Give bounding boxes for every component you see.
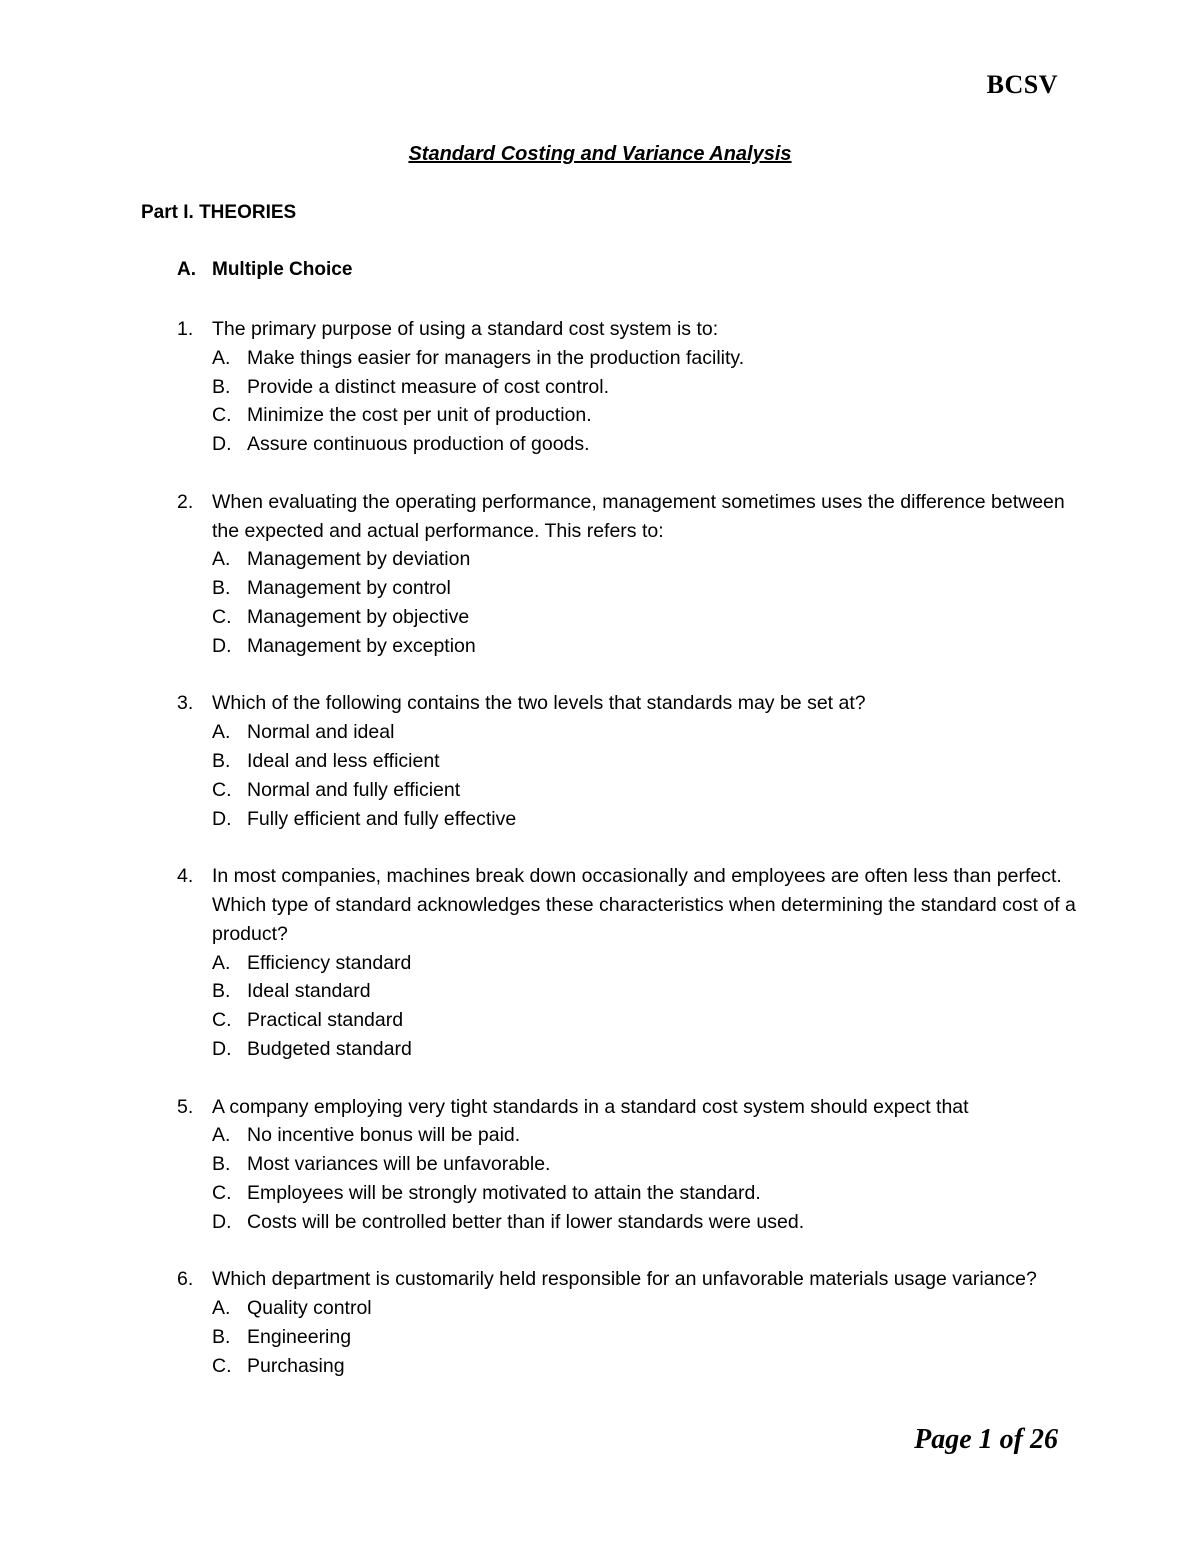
section-heading [177, 259, 352, 281]
option-letter: A. [212, 1297, 231, 1320]
option-letter: C. [212, 1354, 232, 1377]
option-c [212, 1179, 1077, 1208]
option-b [212, 1150, 1077, 1179]
option-text: Management by deviation [247, 548, 471, 571]
option-d [212, 1035, 1077, 1064]
option-letter: A. [212, 721, 231, 744]
option-letter: C. [212, 1009, 232, 1032]
option-text: Make things easier for managers in the production facility. [247, 346, 745, 369]
option-text: Minimize the cost per unit of production. [247, 404, 592, 427]
question-list [177, 315, 1077, 1409]
option-letter: D. [212, 807, 232, 830]
option-letter: C. [212, 778, 232, 801]
option-d [212, 430, 1077, 459]
option-b [212, 747, 1077, 776]
option-a [212, 718, 1077, 747]
option-a [212, 545, 1077, 574]
option-letter: D. [212, 433, 232, 456]
option-text: Practical standard [247, 1009, 404, 1032]
option-c [212, 1352, 1077, 1381]
option-letter: B. [212, 980, 231, 1003]
option-text: Provide a distinct measure of cost control. [247, 375, 609, 398]
option-c [212, 1006, 1077, 1035]
option-letter: A. [212, 951, 231, 974]
option-letter: D. [212, 634, 232, 657]
option-d [212, 1208, 1077, 1237]
question-5 [177, 1093, 1077, 1237]
option-text: Management by control [247, 577, 451, 600]
option-letter: B. [212, 1153, 231, 1176]
option-text: Purchasing [247, 1354, 345, 1377]
option-list [177, 1121, 1077, 1236]
question-6 [177, 1265, 1077, 1380]
option-b [212, 1323, 1077, 1352]
option-b [212, 373, 1077, 402]
question-4 [177, 862, 1077, 1064]
option-text: Normal and ideal [247, 721, 395, 744]
option-text: Efficiency standard [247, 951, 412, 974]
question-number: 2. [177, 490, 194, 513]
question-number: 6. [177, 1268, 194, 1291]
question-number: 3. [177, 692, 194, 715]
option-list [177, 1294, 1077, 1380]
option-a [212, 949, 1077, 978]
option-text: Assure continuous production of goods. [247, 433, 590, 456]
option-list [177, 949, 1077, 1064]
section-letter: A. [177, 259, 196, 280]
question-1 [177, 315, 1077, 459]
option-a [212, 344, 1077, 373]
document-title: Standard Costing and Variance Analysis [408, 143, 792, 165]
question-text: When evaluating the operating performance, management sometimes uses the difference between the expected and actual performance. This refers to: [212, 490, 1065, 542]
question-text: In most companies, machines break down occasionally and employees are often less than perfect. Which type of standard acknowledges these characteristics when determining the standard cost of a product? [212, 865, 1076, 945]
option-list [177, 344, 1077, 459]
option-text: Most variances will be unfavorable. [247, 1153, 551, 1176]
option-text: Quality control [247, 1297, 372, 1320]
option-letter: A. [212, 548, 231, 571]
option-text: Engineering [247, 1325, 352, 1348]
option-letter: D. [212, 1210, 232, 1233]
option-text: Costs will be controlled better than if lower standards were used. [247, 1210, 805, 1233]
document-code: BCSV [986, 70, 1058, 99]
question-text: A company employing very tight standards in a standard cost system should expect that [212, 1095, 969, 1118]
option-letter: A. [212, 346, 231, 369]
page-number: Page 1 of 26 [914, 1424, 1058, 1455]
option-text: Normal and fully efficient [247, 778, 461, 801]
question-number: 1. [177, 318, 194, 340]
option-d [212, 632, 1077, 661]
question-number: 5. [177, 1095, 194, 1118]
question-2 [177, 488, 1077, 661]
option-text: No incentive bonus will be paid. [247, 1124, 521, 1147]
option-a [212, 1121, 1077, 1150]
option-letter: B. [212, 749, 231, 772]
question-number: 4. [177, 865, 194, 888]
option-letter: B. [212, 375, 231, 398]
option-letter: C. [212, 1181, 232, 1204]
section-title: Multiple Choice [212, 259, 353, 280]
option-text: Management by objective [247, 605, 470, 628]
option-a [212, 1294, 1077, 1323]
question-3 [177, 689, 1077, 833]
question-text: The primary purpose of using a standard cost system is to: [212, 318, 719, 340]
question-text: Which of the following contains the two levels that standards may be set at? [212, 692, 866, 715]
option-c [212, 776, 1077, 805]
question-text: Which department is customarily held responsible for an unfavorable materials usage variance? [212, 1268, 1037, 1291]
option-letter: B. [212, 1325, 231, 1348]
option-letter: C. [212, 605, 232, 628]
option-letter: C. [212, 404, 232, 427]
option-text: Ideal and less efficient [247, 749, 440, 772]
option-b [212, 977, 1077, 1006]
option-text: Employees will be strongly motivated to attain the standard. [247, 1181, 761, 1204]
option-text: Ideal standard [247, 980, 371, 1003]
option-b [212, 574, 1077, 603]
option-letter: A. [212, 1124, 231, 1147]
option-text: Management by exception [247, 634, 476, 657]
option-letter: D. [212, 1037, 232, 1060]
option-text: Fully efficient and fully effective [247, 807, 517, 830]
option-text: Budgeted standard [247, 1037, 412, 1060]
option-c [212, 401, 1077, 430]
option-c [212, 603, 1077, 632]
option-list [177, 718, 1077, 833]
option-d [212, 805, 1077, 834]
option-list [177, 545, 1077, 660]
option-letter: B. [212, 577, 231, 600]
part-heading: Part I. THEORIES [141, 202, 297, 223]
